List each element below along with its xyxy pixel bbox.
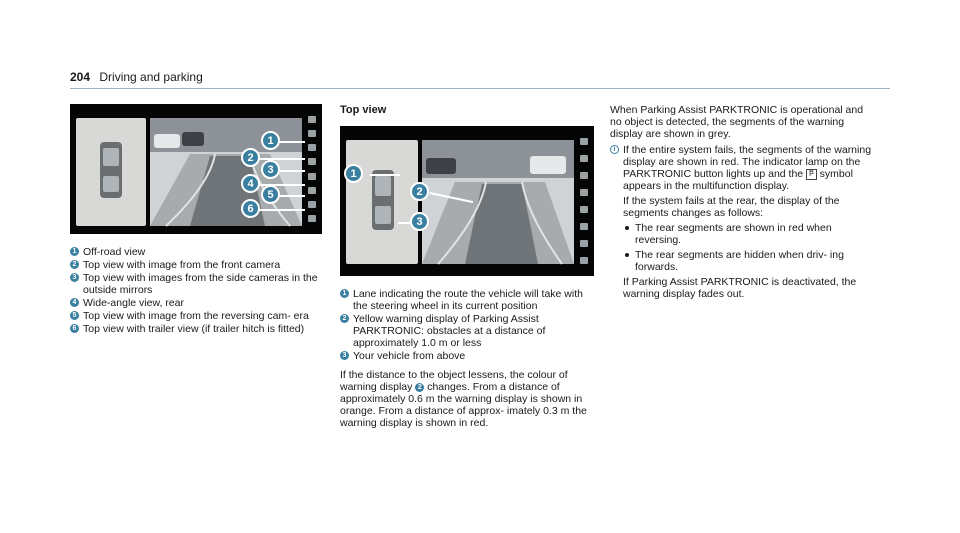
section-title: Driving and parking bbox=[99, 70, 203, 84]
list-item-text: Lane indicating the route the vehicle will take with the steering wheel in its current position bbox=[353, 288, 583, 312]
column-2 bbox=[340, 104, 594, 429]
list-item-text: Top view with trailer view (if trailer hitch is fitted) bbox=[83, 323, 305, 335]
outro-paragraph: If Parking Assist PARKTRONIC is deactivated, the warning display fades out. bbox=[623, 276, 857, 300]
list-item bbox=[70, 246, 322, 258]
number-badge: 4 bbox=[70, 298, 79, 307]
callout-line bbox=[255, 158, 305, 160]
list-item-text: Top view with images from the side cameras in the outside mirrors bbox=[83, 272, 318, 296]
camera-menu-2[interactable] bbox=[578, 138, 590, 264]
callout-line bbox=[255, 184, 305, 186]
callout-2: 2 bbox=[410, 182, 429, 201]
menu-icon[interactable] bbox=[580, 189, 588, 196]
list-item-text: Your vehicle from above bbox=[353, 350, 466, 362]
note-block bbox=[610, 144, 872, 300]
column-3 bbox=[610, 104, 872, 300]
parktronic-off-icon: P̅ bbox=[806, 169, 817, 180]
menu-icon[interactable] bbox=[308, 173, 316, 180]
menu-icon[interactable] bbox=[580, 172, 588, 179]
menu-icon[interactable] bbox=[580, 240, 588, 247]
list-item-text: Wide-angle view, rear bbox=[83, 297, 184, 309]
paragraph-text: changes. From a distance of approximately 0.6 m the warning display is shown in orange. From a distance of approx- imately 0.3 m the warning display is shown in red. bbox=[340, 381, 587, 429]
number-badge: 2 bbox=[415, 383, 424, 392]
list-item: The rear segments are shown in red when reversing. bbox=[623, 222, 872, 246]
callout-4: 4 bbox=[241, 174, 260, 193]
number-badge: 1 bbox=[340, 289, 349, 298]
number-badge: 6 bbox=[70, 324, 79, 333]
list-item-text: Top view with image from the front camera bbox=[83, 259, 281, 271]
menu-icon[interactable] bbox=[580, 223, 588, 230]
callout-line bbox=[370, 174, 400, 176]
menu-icon[interactable] bbox=[308, 144, 316, 151]
number-badge: 1 bbox=[70, 247, 79, 256]
page-number: 204 bbox=[70, 70, 91, 84]
menu-icon[interactable] bbox=[580, 138, 588, 145]
callout-line bbox=[255, 209, 305, 211]
camera-screen-2 bbox=[340, 126, 594, 276]
menu-icon[interactable] bbox=[308, 158, 316, 165]
number-badge: 3 bbox=[70, 273, 79, 282]
list-item: The rear segments are hidden when driv- ing forwards. bbox=[623, 249, 872, 273]
list-item bbox=[340, 313, 594, 349]
callout-6: 6 bbox=[241, 199, 260, 218]
page-header bbox=[70, 70, 203, 84]
menu-icon[interactable] bbox=[580, 257, 588, 264]
intro-paragraph: When Parking Assist PARKTRONIC is operational and no object is detected, the segments of the warning display are shown in grey. bbox=[610, 104, 864, 140]
callout-1: 1 bbox=[344, 164, 363, 183]
menu-icon[interactable] bbox=[308, 130, 316, 137]
menu-icon[interactable] bbox=[580, 206, 588, 213]
header-rule bbox=[70, 88, 890, 89]
list-item-text: Off-road view bbox=[83, 246, 146, 258]
number-badge: 3 bbox=[340, 351, 349, 360]
callout-3: 3 bbox=[410, 212, 429, 231]
distance-paragraph bbox=[340, 369, 594, 429]
callout-5: 5 bbox=[261, 185, 280, 204]
number-badge: 5 bbox=[70, 311, 79, 320]
menu-icon[interactable] bbox=[308, 215, 316, 222]
note-rear-paragraph: If the system fails at the rear, the display of the segments changes as follows: bbox=[623, 195, 840, 219]
list-item bbox=[70, 310, 322, 322]
menu-icon[interactable] bbox=[580, 155, 588, 162]
list-item-text: Yellow warning display of Parking Assist PARKTRONIC: obstacles at a distance of approximately 1.0 m or less bbox=[353, 313, 546, 349]
list-item bbox=[340, 288, 594, 312]
camera-menu-1[interactable] bbox=[306, 116, 318, 222]
column-1 bbox=[70, 104, 322, 336]
camera-screen-1-illustration bbox=[70, 104, 322, 234]
list-item bbox=[70, 272, 322, 296]
info-icon: i bbox=[610, 145, 619, 154]
camera-screen-1 bbox=[70, 104, 322, 234]
top-view-legend-list bbox=[340, 288, 594, 362]
list-item bbox=[70, 259, 322, 271]
callout-1: 1 bbox=[261, 131, 280, 150]
callout-2: 2 bbox=[241, 148, 260, 167]
list-item bbox=[70, 297, 322, 309]
menu-icon[interactable] bbox=[308, 201, 316, 208]
list-item bbox=[70, 323, 322, 335]
number-badge: 2 bbox=[70, 260, 79, 269]
section-heading: Top view bbox=[340, 104, 387, 116]
list-item bbox=[340, 350, 594, 362]
view-legend-list bbox=[70, 246, 322, 335]
list-item-text: Top view with image from the reversing cam- era bbox=[83, 310, 309, 322]
note-text: symbol appears in the multifunction display. bbox=[623, 168, 853, 192]
paragraph-text: If the distance to the object lessens, the colour of warning display bbox=[340, 369, 568, 393]
callout-line bbox=[398, 222, 410, 224]
bullet-list bbox=[623, 222, 872, 273]
note-text: If the entire system fails, the segments of the warning display are shown in red. The indicator lamp on the PARKTRONIC button lights up and the bbox=[623, 144, 872, 180]
menu-icon[interactable] bbox=[308, 116, 316, 123]
menu-icon[interactable] bbox=[308, 187, 316, 194]
number-badge: 2 bbox=[340, 314, 349, 323]
callout-3: 3 bbox=[261, 160, 280, 179]
note-paragraph bbox=[623, 144, 872, 192]
